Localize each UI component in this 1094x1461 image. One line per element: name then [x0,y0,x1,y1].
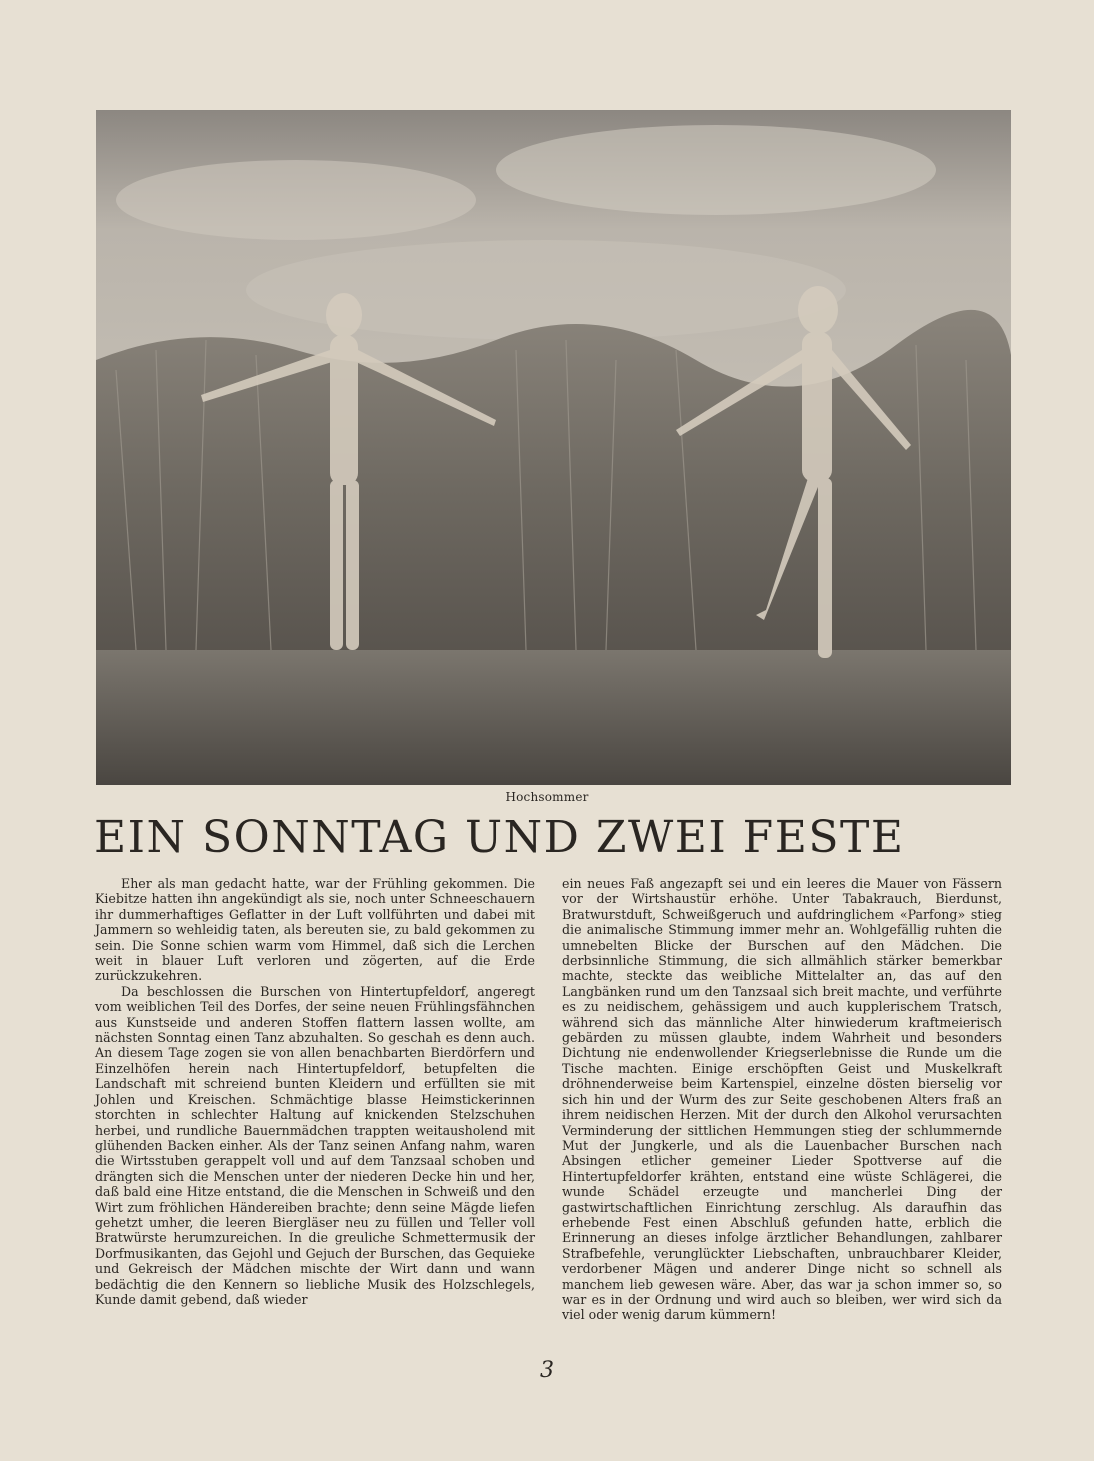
article-column-left [95,876,535,1307]
paragraph: Eher als man gedacht hatte, war der Frühling gekommen. Die Kiebitze hatten ihn angekündigt als sie, noch unter Schneeschauern ihr dummerhaftiges Geflatter in der Luft vollführten und dabei mit Jammern so wehleidig taten, als bereuten sie, zu bald gekommen zu sein. Die Sonne schien warm vom Himmel, daß sich die Lerchen weit in blauer Luft verloren und zögerten, auf die Erde zurückzukehren. [95,876,535,984]
paragraph: ein neues Faß angezapft sei und ein leeres die Mauer von Fässern vor der Wirtshaustür erhöhe. Unter Tabakrauch, Bierdunst, Bratwurstduft, Schweißgeruch und aufdringlichem «Parfong» stieg die animalische Stimmung immer mehr an. Wohlgefällig ruhten die umnebelten Blicke der Burschen auf den Mädchen. Die derbsinnliche Stimmung, die sich allmählich stärker bemerkbar machte, steckte das weibliche Mittelalter an, das auf den Langbänken rund um den Tanzsaal sich breit machte, und verführte es zu neidischem, gehässigem und auch kupplerischem Tratsch, während sich das männliche Alter hinwiederum kraftmeierisch gebärden zu müssen glaubte, indem Wahrheit und besonders Dichtung nie endenwollender Kriegserlebnisse die Runde um die Tische machten. Einige erschöpften Geist und Muskelkraft dröhnenderweise beim Kartenspiel, einzelne dösten bierselig vor sich hin und der Wurm des zur Seite geschobenen Alters fraß an ihrem neidischen Herzen. Mit der durch den Alkohol verursachten Verminderung der sittlichen Hemmungen stieg der schlummernde Mut der Jungkerle, und als die Lauenbacher Burschen nach Absingen etlicher gemeiner Lieder Spottverse auf die Hintertupfeldorfer krähten, entstand eine wüste Schlägerei, die wunde Schädel erzeugte und mancherlei Ding der gastwirtschaftlichen Einrichtung zerschlug. Als daraufhin das erhebende Fest einen Abschluß gefunden hatte, erblich die Erinnerung an dieses infolge ärztlicher Behandlungen, zahlbarer Strafbefehle, verunglückter Liebschaften, unbrauchbarer Kleider, verdorbener Mägen und anderer Dinge nicht so schnell als manchem lieb gewesen wäre. Aber, das war ja schon immer so, so war es in der Ordnung und wird auch so bleiben, wer wird sich da viel oder wenig darum kümmern! [562,876,1002,1323]
article-column-right [562,876,1002,1323]
page-number: 3 [540,1358,554,1383]
photo-illustration [96,110,1011,785]
paragraph: Da beschlossen die Burschen von Hintertupfeldorf, angeregt vom weiblichen Teil des Dorfes, der seine neuen Frühlingsfähnchen aus Kunstseide und anderen Stoffen flattern lassen wollte, am nächsten Sonntag einen Tanz abzuhalten. So geschah es denn auch. An diesem Tage zogen sie von allen benachbarten Bierdörfern und Einzelhöfen herein nach Hintertupfeldorf, betupfelten die Landschaft mit schreiend bunten Kleidern und erfüllten sie mit Johlen und Kreischen. Schmächtige blasse Heimstickerinnen storchten in schlechter Haltung auf knickenden Stelzschuhen herbei, und rundliche Bauernmädchen trappten weitausholend mit glühenden Backen einher. Als der Tanz seinen Anfang nahm, waren die Wirtsstuben gerappelt voll und auf dem Tanzsaal schoben und drängten sich die Menschen unter der niederen Decke hin und her, daß bald eine Hitze entstand, die die Menschen in Schweiß und den Wirt zum fröhlichen Händereiben brachte; denn seine Mägde liefen gehetzt umher, die leeren Biergläser neu zu füllen und Teller voll Bratwürste herumzureichen. In die greuliche Schmettermusik der Dorfmusikanten, das Gejohl und Gejuch der Burschen, das Gequieke und Gekreisch der Mädchen mischte der Wirt dann und wann bedächtig die den Kennern so liebliche Musik des Holzschlegels, Kunde damit gebend, daß wieder [95,983,535,1307]
photo-caption: Hochsommer [505,790,589,804]
photograph [96,110,1011,785]
article-headline: EIN SONNTAG UND ZWEI FESTE [94,812,905,863]
